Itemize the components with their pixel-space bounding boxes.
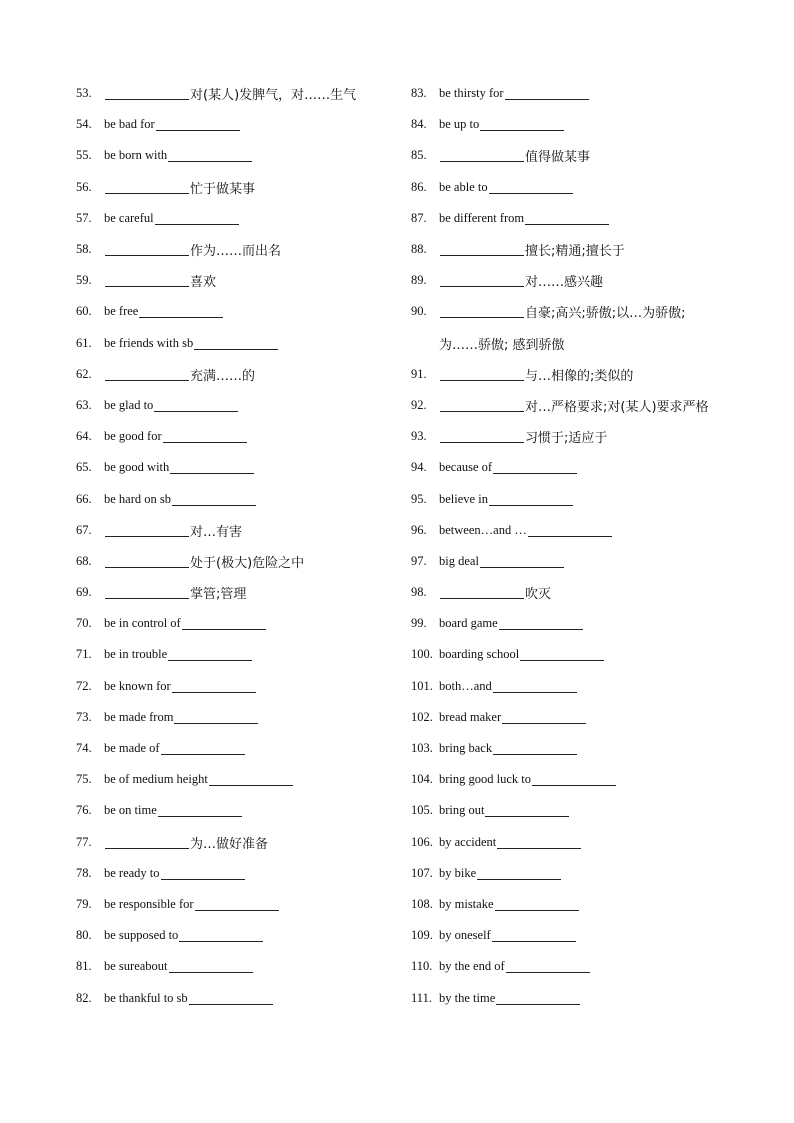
- answer-blank[interactable]: [105, 836, 189, 849]
- answer-blank[interactable]: [105, 555, 189, 568]
- item-phrase: believe in: [439, 491, 488, 506]
- item-phrase: be made from: [104, 709, 174, 724]
- item-number: 53.: [76, 86, 92, 101]
- list-item: [411, 546, 751, 577]
- item-phrase: be sureabout: [104, 959, 168, 974]
- item-phrase: big deal: [439, 553, 479, 568]
- answer-blank[interactable]: [502, 711, 586, 724]
- answer-blank[interactable]: [156, 118, 240, 131]
- item-number: 81.: [76, 959, 92, 974]
- list-item: [76, 359, 396, 390]
- item-number: 106.: [411, 834, 433, 849]
- list-item: [411, 109, 751, 140]
- list-item: [76, 328, 396, 359]
- item-number: 72.: [76, 678, 92, 693]
- answer-blank[interactable]: [440, 274, 524, 287]
- answer-blank[interactable]: [105, 274, 189, 287]
- item-number: 71.: [76, 647, 92, 662]
- item-number: 82.: [76, 990, 92, 1005]
- item-number: 94.: [411, 460, 427, 475]
- list-item: [411, 515, 751, 546]
- item-phrase: bring out: [439, 803, 485, 818]
- item-phrase: by oneself: [439, 928, 491, 943]
- item-phrase: be different from: [439, 210, 525, 225]
- item-phrase: board game: [439, 616, 498, 631]
- left-column: [76, 78, 396, 1014]
- item-number: 90.: [411, 304, 427, 319]
- answer-blank[interactable]: [440, 586, 524, 599]
- answer-blank[interactable]: [493, 680, 577, 693]
- list-item: [76, 733, 396, 764]
- answer-blank[interactable]: [440, 430, 524, 443]
- item-meaning: 对……感兴趣: [525, 275, 604, 291]
- item-number: 68.: [76, 553, 92, 568]
- answer-blank[interactable]: [182, 617, 266, 630]
- item-number: 88.: [411, 242, 427, 257]
- item-phrase: be good with: [104, 460, 170, 475]
- list-item: [411, 421, 751, 452]
- item-phrase: boarding school: [439, 647, 520, 662]
- item-phrase: by accident: [439, 834, 497, 849]
- list-item: [76, 265, 396, 296]
- answer-blank[interactable]: [493, 461, 577, 474]
- list-item: [76, 234, 396, 265]
- answer-blank[interactable]: [497, 836, 581, 849]
- item-phrase: be thirsty for: [439, 86, 504, 101]
- item-phrase: be born with: [104, 148, 168, 163]
- answer-blank[interactable]: [161, 867, 245, 880]
- item-meaning: 擅长;精通;擅长于: [525, 244, 625, 260]
- list-item: [76, 951, 396, 982]
- item-phrase: be in control of: [104, 616, 181, 631]
- item-number: 104.: [411, 772, 433, 787]
- list-item: [76, 608, 396, 639]
- item-number: 58.: [76, 242, 92, 257]
- answer-blank[interactable]: [105, 586, 189, 599]
- item-phrase: by the time: [439, 990, 496, 1005]
- list-item: [411, 172, 751, 203]
- item-number: 80.: [76, 928, 92, 943]
- item-number: 93.: [411, 429, 427, 444]
- item-number: 98.: [411, 585, 427, 600]
- item-number: 111.: [411, 990, 432, 1005]
- item-number: 76.: [76, 803, 92, 818]
- answer-blank[interactable]: [169, 960, 253, 973]
- answer-blank[interactable]: [493, 742, 577, 755]
- item-meaning: 对…严格要求;对(某人)要求严格: [525, 399, 709, 415]
- list-item: [76, 764, 396, 795]
- answer-blank[interactable]: [440, 149, 524, 162]
- item-number: 63.: [76, 397, 92, 412]
- answer-blank[interactable]: [492, 929, 576, 942]
- item-number: 57.: [76, 210, 92, 225]
- list-item: [76, 296, 396, 327]
- list-item: [411, 764, 751, 795]
- item-number: 89.: [411, 273, 427, 288]
- item-number: 83.: [411, 86, 427, 101]
- answer-blank[interactable]: [158, 804, 242, 817]
- item-phrase: be glad to: [104, 397, 154, 412]
- item-number: 109.: [411, 928, 433, 943]
- item-meaning: 掌管;管理: [190, 587, 247, 603]
- item-number: 55.: [76, 148, 92, 163]
- list-item: [76, 982, 396, 1013]
- item-meaning: 吹灭: [525, 587, 552, 603]
- list-item: [411, 577, 751, 608]
- answer-blank[interactable]: [174, 711, 258, 724]
- item-number: 85.: [411, 148, 427, 163]
- list-item: [76, 78, 396, 109]
- item-number: 91.: [411, 366, 427, 381]
- answer-blank[interactable]: [105, 243, 189, 256]
- item-number: 86.: [411, 179, 427, 194]
- list-item: [411, 671, 751, 702]
- list-item: [411, 296, 751, 327]
- answer-blank[interactable]: [480, 118, 564, 131]
- answer-blank[interactable]: [139, 305, 223, 318]
- answer-blank[interactable]: [172, 680, 256, 693]
- list-item: [411, 203, 751, 234]
- list-item: [411, 639, 751, 670]
- item-meaning: 自豪;高兴;骄傲;以…为骄傲;: [525, 306, 686, 322]
- item-phrase: bread maker: [439, 709, 502, 724]
- item-phrase: be hard on sb: [104, 491, 171, 506]
- item-meaning: 值得做某事: [525, 150, 591, 166]
- item-phrase: be known for: [104, 678, 171, 693]
- answer-blank[interactable]: [168, 648, 252, 661]
- list-item: [76, 639, 396, 670]
- item-meaning: 为…做好准备: [190, 836, 269, 852]
- answer-blank[interactable]: [480, 555, 564, 568]
- answer-blank[interactable]: [163, 430, 247, 443]
- list-item: [76, 421, 396, 452]
- item-phrase: be of medium height: [104, 772, 208, 787]
- item-phrase: be made of: [104, 741, 160, 756]
- answer-blank[interactable]: [440, 305, 524, 318]
- right-column: [411, 78, 751, 1014]
- item-number: 92.: [411, 397, 427, 412]
- answer-blank[interactable]: [154, 399, 238, 412]
- list-item: [411, 795, 751, 826]
- item-phrase: be thankful to sb: [104, 990, 188, 1005]
- answer-blank[interactable]: [532, 773, 616, 786]
- list-item: [76, 172, 396, 203]
- list-item: [411, 483, 751, 514]
- item-number: 87.: [411, 210, 427, 225]
- list-item: [411, 827, 751, 858]
- answer-blank[interactable]: [105, 87, 189, 100]
- item-phrase: be responsible for: [104, 896, 194, 911]
- item-phrase: by the end of: [439, 959, 505, 974]
- item-phrase: be good for: [104, 429, 162, 444]
- answer-blank[interactable]: [495, 898, 579, 911]
- item-number: 99.: [411, 616, 427, 631]
- item-number: 64.: [76, 429, 92, 444]
- item-phrase: be ready to: [104, 865, 160, 880]
- item-phrase: be on time: [104, 803, 157, 818]
- item-number: 97.: [411, 553, 427, 568]
- item-phrase: by bike: [439, 865, 477, 880]
- list-item: [76, 390, 396, 421]
- answer-blank[interactable]: [440, 368, 524, 381]
- list-item: [411, 889, 751, 920]
- list-item: [76, 858, 396, 889]
- item-number: 61.: [76, 335, 92, 350]
- item-number: 54.: [76, 117, 92, 132]
- item-number: 105.: [411, 803, 433, 818]
- item-meaning: 处于(极大)危险之中: [190, 555, 305, 571]
- item-number: 65.: [76, 460, 92, 475]
- list-item: [76, 702, 396, 733]
- item-number: 73.: [76, 709, 92, 724]
- item-number: 78.: [76, 865, 92, 880]
- answer-blank[interactable]: [105, 524, 189, 537]
- list-item: [411, 359, 751, 390]
- item-phrase: be able to: [439, 179, 488, 194]
- list-item: [76, 203, 396, 234]
- item-number: 75.: [76, 772, 92, 787]
- list-item: [411, 920, 751, 951]
- list-item: [411, 608, 751, 639]
- item-meaning: 对…有害: [190, 524, 243, 540]
- item-phrase: be up to: [439, 117, 480, 132]
- answer-blank[interactable]: [505, 87, 589, 100]
- answer-blank[interactable]: [105, 181, 189, 194]
- list-item: [76, 515, 396, 546]
- item-number: 60.: [76, 304, 92, 319]
- item-number: 59.: [76, 273, 92, 288]
- item-meaning: 喜欢: [190, 275, 217, 291]
- item-number: 74.: [76, 741, 92, 756]
- item-number: 95.: [411, 491, 427, 506]
- list-item: [76, 452, 396, 483]
- list-item: [411, 390, 751, 421]
- item-phrase: both…and: [439, 678, 492, 693]
- answer-blank[interactable]: [195, 898, 279, 911]
- item-number: 69.: [76, 585, 92, 600]
- answer-blank[interactable]: [499, 617, 583, 630]
- list-item: [76, 889, 396, 920]
- answer-blank[interactable]: [440, 243, 524, 256]
- item-phrase: be friends with sb: [104, 335, 194, 350]
- answer-blank[interactable]: [105, 368, 189, 381]
- item-phrase: be free: [104, 304, 139, 319]
- list-item: [411, 78, 751, 109]
- answer-blank[interactable]: [477, 867, 561, 880]
- item-phrase: because of: [439, 460, 493, 475]
- item-number: 107.: [411, 865, 433, 880]
- list-item: [76, 140, 396, 171]
- list-item: [76, 795, 396, 826]
- answer-blank[interactable]: [209, 773, 293, 786]
- list-item: [411, 234, 751, 265]
- item-number: 79.: [76, 896, 92, 911]
- answer-blank[interactable]: [440, 399, 524, 412]
- answer-blank[interactable]: [161, 742, 245, 755]
- item-number: 110.: [411, 959, 433, 974]
- item-number: 84.: [411, 117, 427, 132]
- item-number: 96.: [411, 522, 427, 537]
- item-number: 67.: [76, 522, 92, 537]
- item-number: 70.: [76, 616, 92, 631]
- answer-blank[interactable]: [170, 461, 254, 474]
- answer-blank[interactable]: [525, 212, 609, 225]
- item-meaning: 习惯于;适应于: [525, 431, 608, 447]
- item-phrase: be careful: [104, 210, 154, 225]
- list-item: [411, 733, 751, 764]
- item-meaning: 作为……而出名: [190, 244, 282, 260]
- item-number: 102.: [411, 709, 433, 724]
- item-number: 56.: [76, 179, 92, 194]
- item-phrase: bring good luck to: [439, 772, 532, 787]
- item-meaning: 对(某人)发脾气，对……生气: [190, 88, 357, 104]
- list-item: [76, 109, 396, 140]
- item-phrase: be supposed to: [104, 928, 179, 943]
- answer-blank[interactable]: [155, 212, 239, 225]
- answer-blank[interactable]: [496, 992, 580, 1005]
- item-meaning: 充满……的: [190, 368, 256, 384]
- list-item: [76, 546, 396, 577]
- answer-blank[interactable]: [506, 960, 590, 973]
- list-item: [76, 671, 396, 702]
- item-meaning: 与…相像的;类似的: [525, 368, 634, 384]
- list-item: [76, 827, 396, 858]
- list-item: [411, 858, 751, 889]
- item-number: 77.: [76, 834, 92, 849]
- item-number: 101.: [411, 678, 433, 693]
- list-item: [411, 452, 751, 483]
- item-meaning: 为……骄傲; 感到骄傲: [439, 337, 565, 353]
- list-item: [411, 702, 751, 733]
- list-item: [411, 140, 751, 171]
- answer-blank[interactable]: [168, 149, 252, 162]
- list-item: [411, 265, 751, 296]
- list-item: [411, 328, 751, 359]
- item-phrase: bring back: [439, 741, 493, 756]
- answer-blank[interactable]: [520, 648, 604, 661]
- list-item: [76, 483, 396, 514]
- answer-blank[interactable]: [528, 524, 612, 537]
- list-item: [411, 982, 751, 1013]
- answer-blank[interactable]: [189, 992, 273, 1005]
- answer-blank[interactable]: [194, 337, 278, 350]
- answer-blank[interactable]: [179, 929, 263, 942]
- item-number: 66.: [76, 491, 92, 506]
- list-item: [76, 920, 396, 951]
- item-number: 103.: [411, 741, 433, 756]
- answer-blank[interactable]: [172, 493, 256, 506]
- answer-blank[interactable]: [489, 181, 573, 194]
- list-item: [411, 951, 751, 982]
- item-phrase: between…and …: [439, 522, 527, 537]
- answer-blank[interactable]: [489, 493, 573, 506]
- item-phrase: by mistake: [439, 896, 494, 911]
- item-number: 108.: [411, 896, 433, 911]
- answer-blank[interactable]: [485, 804, 569, 817]
- item-phrase: be in trouble: [104, 647, 168, 662]
- item-number: 100.: [411, 647, 433, 662]
- item-number: 62.: [76, 366, 92, 381]
- item-meaning: 忙于做某事: [190, 181, 256, 197]
- list-item: [76, 577, 396, 608]
- item-phrase: be bad for: [104, 117, 155, 132]
